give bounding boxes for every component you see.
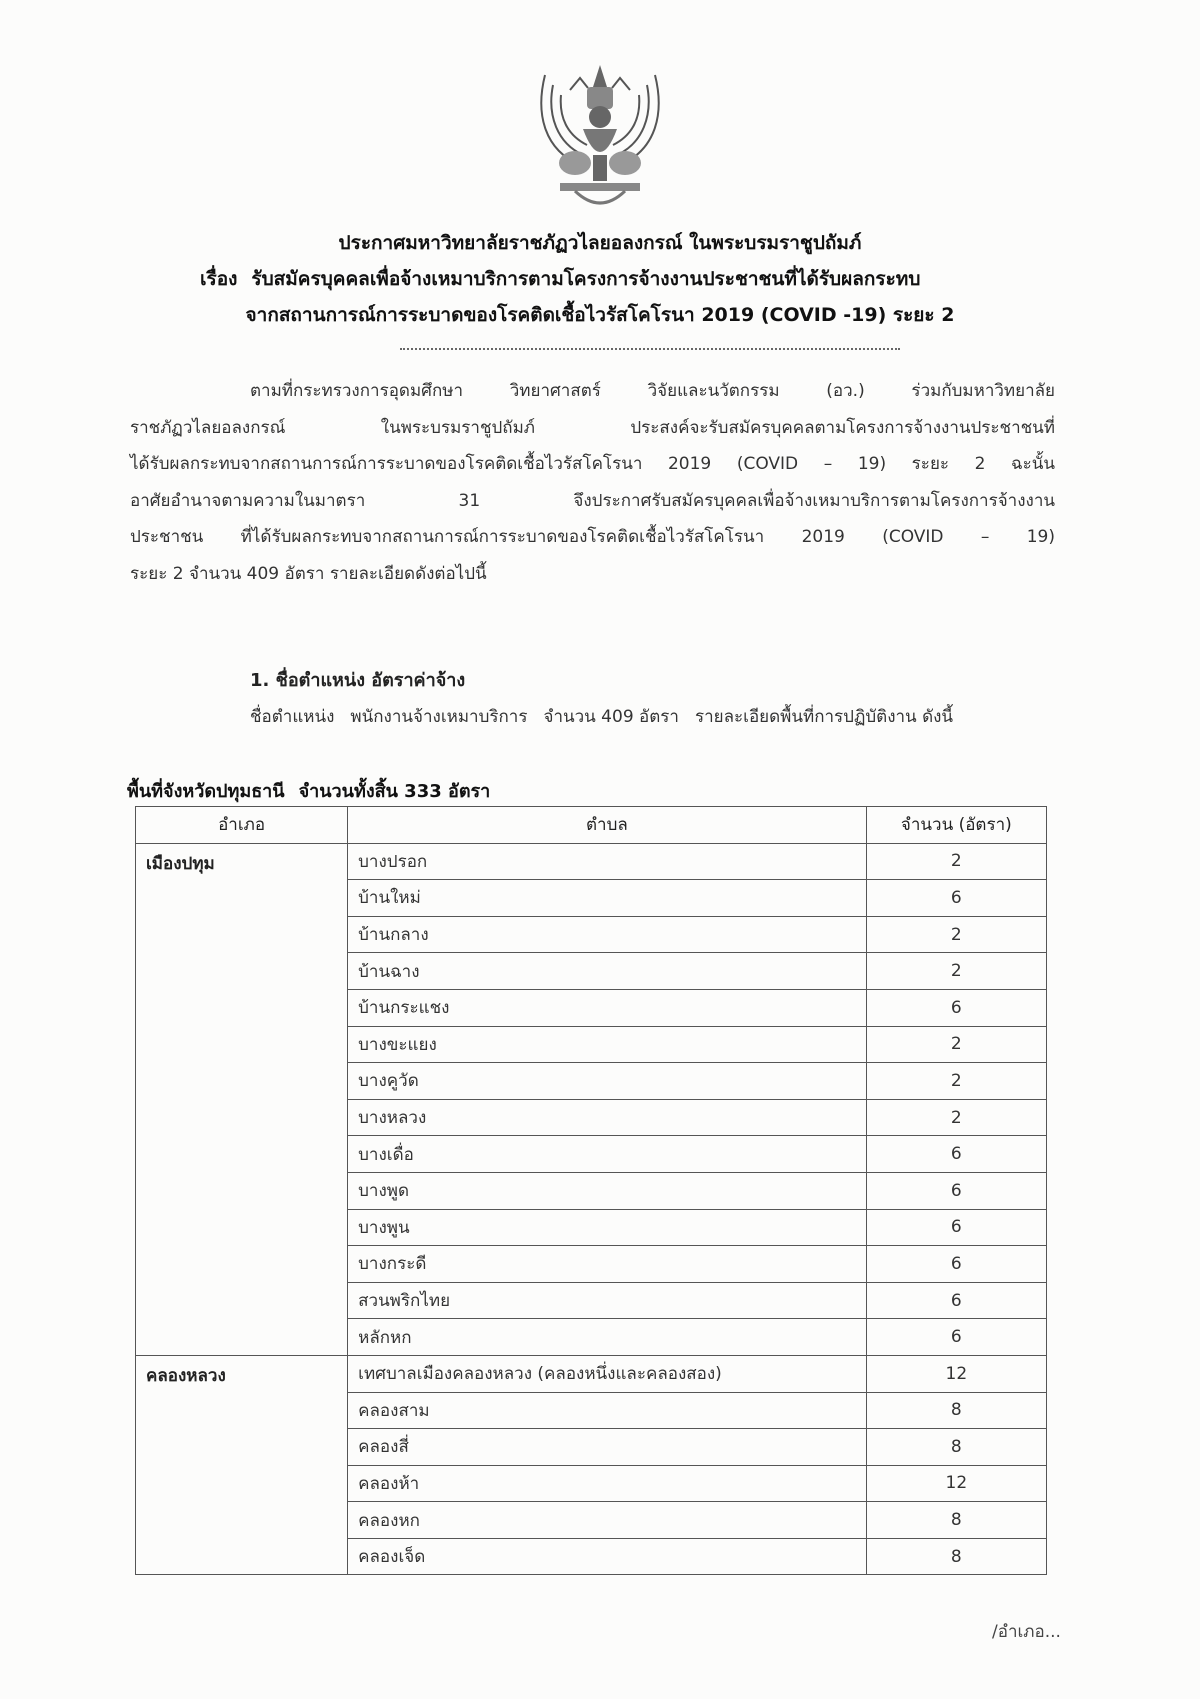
count-cell: 6 xyxy=(866,880,1046,917)
garuda-emblem-icon xyxy=(515,55,685,215)
table-row xyxy=(136,843,1047,880)
subdistrict-cell: บางพูด xyxy=(348,1172,867,1209)
count-cell: 6 xyxy=(866,1282,1046,1319)
position-line xyxy=(250,703,1060,730)
announcement-subject-cont: จากสถานการณ์การระบาดของโรคติดเชื้อไวรัสโคโรนา 2019 (COVID -19) ระยะ 2 xyxy=(245,304,955,326)
dotted-divider xyxy=(400,348,900,350)
body-line: ตามที่กระทรวงการอุดมศึกษา วิทยาศาสตร์ วิจัยและนวัตกรรม (อว.) ร่วมกับมหาวิทยาลัย xyxy=(250,381,1055,401)
subject-text: รับสมัครบุคคลเพื่อจ้างเหมาบริการตามโครงการจ้างงานประชาชนที่ได้รับผลกระทบ xyxy=(251,268,921,290)
position-label: ชื่อตำแหน่ง xyxy=(250,707,335,727)
subdistrict-cell: บ้านฉาง xyxy=(348,953,867,990)
count-cell: 8 xyxy=(866,1392,1046,1429)
subject-label: เรื่อง xyxy=(200,268,238,290)
subdistrict-cell: คลองเจ็ด xyxy=(348,1538,867,1575)
subdistrict-cell: บางพูน xyxy=(348,1209,867,1246)
table-header-row xyxy=(136,807,1047,844)
province-total: จำนวนทั้งสิ้น 333 อัตรา xyxy=(298,781,491,802)
count-cell: 8 xyxy=(866,1429,1046,1466)
subdistrict-cell: บ้านกลาง xyxy=(348,916,867,953)
body-paragraph xyxy=(130,373,1055,592)
allocation-table xyxy=(135,806,1047,1575)
body-line: ประชาชน ที่ได้รับผลกระทบจากสถานการณ์การระบาดของโรคติดเชื้อไวรัสโคโรนา 2019 (COVID – 19) xyxy=(130,527,1055,547)
subdistrict-cell: บางกระดี xyxy=(348,1246,867,1283)
position-detail: รายละเอียดพื้นที่การปฏิบัติงาน ดังนี้ xyxy=(694,707,954,727)
district-cell: เมืองปทุม xyxy=(136,843,348,1355)
body-line: ราชภัฏวไลยอลงกรณ์ ในพระบรมราชูปถัมภ์ ประสงค์จะรับสมัครบุคคลตามโครงการจ้างงานประชาชนที่ xyxy=(130,417,1055,438)
table-body xyxy=(136,843,1047,1575)
continued-marker: /อำเภอ... xyxy=(992,1622,1061,1642)
count-cell: 2 xyxy=(866,916,1046,953)
count-cell: 8 xyxy=(866,1538,1046,1575)
area-title xyxy=(127,776,504,805)
subdistrict-cell: คลองสาม xyxy=(348,1392,867,1429)
header-count: จำนวน (อัตรา) xyxy=(866,807,1046,844)
count-cell: 8 xyxy=(866,1502,1046,1539)
count-cell: 2 xyxy=(866,843,1046,880)
count-cell: 12 xyxy=(866,1355,1046,1392)
section-title: 1. ชื่อตำแหน่ง อัตราค่าจ้าง xyxy=(250,670,466,691)
position-count: จำนวน 409 อัตรา xyxy=(543,707,679,727)
count-cell: 12 xyxy=(866,1465,1046,1502)
count-cell: 2 xyxy=(866,1026,1046,1063)
subdistrict-cell: สวนพริกไทย xyxy=(348,1282,867,1319)
subdistrict-cell: บ้านกระแชง xyxy=(348,989,867,1026)
subdistrict-cell: หลักหก xyxy=(348,1319,867,1356)
subdistrict-cell: บางเดื่อ xyxy=(348,1136,867,1173)
position-name: พนักงานจ้างเหมาบริการ xyxy=(350,707,528,727)
subdistrict-cell: คลองห้า xyxy=(348,1465,867,1502)
subdistrict-cell: บางขะแยง xyxy=(348,1026,867,1063)
announcement-title: ประกาศมหาวิทยาลัยราชภัฏวไลยอลงกรณ์ ในพระบรมราชูปถัมภ์ xyxy=(338,232,862,254)
count-cell: 6 xyxy=(866,1136,1046,1173)
count-cell: 2 xyxy=(866,1063,1046,1100)
count-cell: 6 xyxy=(866,1209,1046,1246)
body-line: ระยะ 2 จำนวน 409 อัตรา รายละเอียดดังต่อไปนี้ xyxy=(130,563,487,584)
count-cell: 6 xyxy=(866,1319,1046,1356)
subdistrict-cell: บางหลวง xyxy=(348,1099,867,1136)
body-line: อาศัยอำนาจตามความในมาตรา 31 จึงประกาศรับสมัครบุคคลเพื่อจ้างเหมาบริการตามโครงการจ้างงาน xyxy=(130,490,1055,511)
subdistrict-cell: บางปรอก xyxy=(348,843,867,880)
header-district: อำเภอ xyxy=(136,807,348,844)
count-cell: 6 xyxy=(866,1246,1046,1283)
body-line: ได้รับผลกระทบจากสถานการณ์การระบาดของโรคติดเชื้อไวรัสโคโรนา 2019 (COVID – 19) ระยะ 2 ฉะนั้น xyxy=(130,454,1055,474)
subdistrict-cell: คลองหก xyxy=(348,1502,867,1539)
subdistrict-cell: คลองสี่ xyxy=(348,1429,867,1466)
district-cell: คลองหลวง xyxy=(136,1355,348,1575)
count-cell: 6 xyxy=(866,989,1046,1026)
header-subdistrict: ตำบล xyxy=(348,807,867,844)
count-cell: 2 xyxy=(866,1099,1046,1136)
province-name: พื้นที่จังหวัดปทุมธานี xyxy=(127,781,285,802)
table-row xyxy=(136,1355,1047,1392)
subdistrict-cell: เทศบาลเมืองคลองหลวง (คลองหนึ่งและคลองสอง) xyxy=(348,1355,867,1392)
count-cell: 6 xyxy=(866,1172,1046,1209)
announcement-subject xyxy=(200,264,1100,294)
count-cell: 2 xyxy=(866,953,1046,990)
subdistrict-cell: บ้านใหม่ xyxy=(348,880,867,917)
subdistrict-cell: บางคูวัด xyxy=(348,1063,867,1100)
